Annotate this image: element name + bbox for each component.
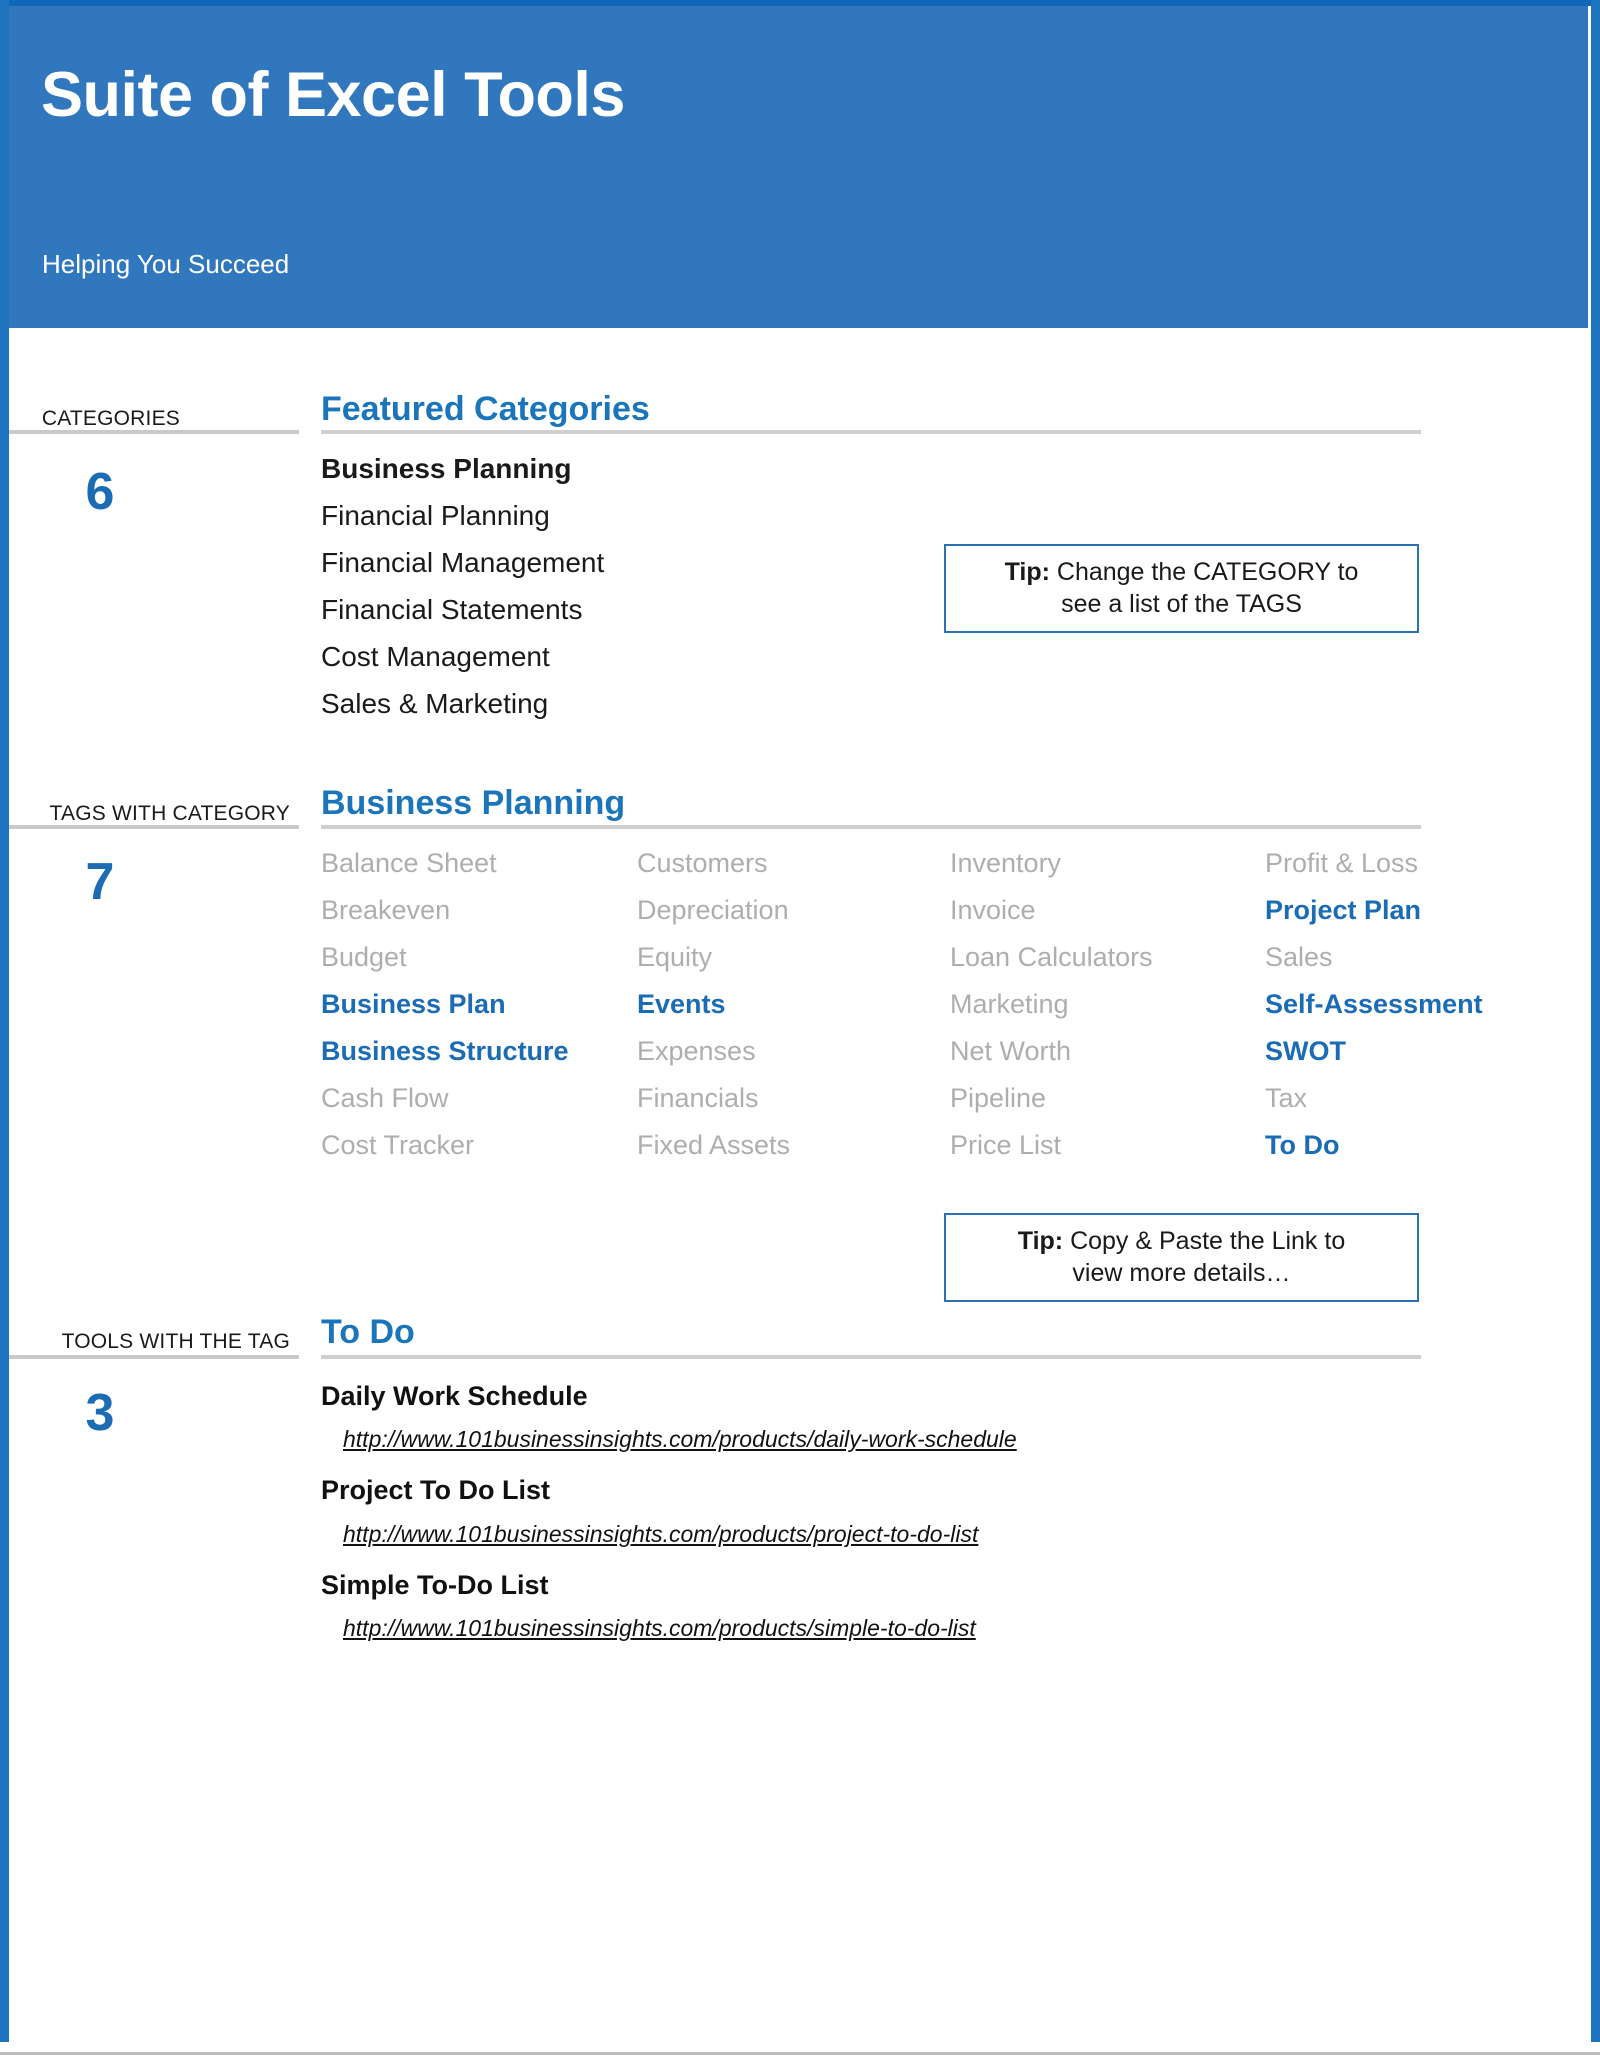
category-item-financial-management[interactable]: Financial Management (321, 547, 605, 578)
tag-depreciation[interactable]: Depreciation (637, 895, 789, 925)
tool-name-daily-work-schedule[interactable]: Daily Work Schedule (321, 1381, 588, 1411)
tag-balance-sheet[interactable]: Balance Sheet (321, 848, 497, 878)
page-border-bottom (0, 2052, 1600, 2055)
tag-financials[interactable]: Financials (637, 1083, 759, 1113)
tag-self-assessment[interactable]: Self-Assessment (1265, 989, 1483, 1019)
tip-link-line-1 (960, 1225, 1403, 1257)
tip-category-line-2: see a list of the TAGS (1061, 590, 1302, 618)
tag-loan-calculators[interactable]: Loan Calculators (950, 942, 1153, 972)
categories-divider-left (9, 430, 299, 434)
tag-fixed-assets[interactable]: Fixed Assets (637, 1130, 791, 1160)
tag-to-do[interactable]: To Do (1265, 1130, 1340, 1160)
tools-divider-right (321, 1355, 1421, 1359)
tag-project-plan[interactable]: Project Plan (1265, 895, 1422, 925)
category-item-cost-management[interactable]: Cost Management (321, 641, 550, 672)
tag-marketing[interactable]: Marketing (950, 989, 1069, 1019)
categories-divider-right (321, 430, 1421, 434)
tag-equity[interactable]: Equity (637, 942, 713, 972)
tag-breakeven[interactable]: Breakeven (321, 895, 451, 925)
tool-url-simple-to-do-list[interactable]: http://www.101businessinsights.com/products/simple-to-do-list (343, 1615, 976, 1641)
tag-customers[interactable]: Customers (637, 848, 768, 878)
page-border-right (1591, 0, 1600, 2042)
tag-profit-loss[interactable]: Profit & Loss (1265, 848, 1419, 878)
category-item-business-planning[interactable]: Business Planning (321, 453, 572, 484)
tip-category-prefix: Tip: (1004, 558, 1050, 586)
categories-count: 6 (85, 463, 115, 521)
tag-net-worth[interactable]: Net Worth (950, 1036, 1072, 1066)
tip-link-text-1: Copy & Paste the Link to (1063, 1227, 1346, 1255)
tags-divider-left (9, 825, 299, 829)
tool-url-daily-work-schedule[interactable]: http://www.101businessinsights.com/products/daily-work-schedule (343, 1426, 1017, 1452)
tag-budget[interactable]: Budget (321, 942, 407, 972)
category-item-financial-planning[interactable]: Financial Planning (321, 500, 550, 531)
tags-side-label: TAGS WITH CATEGORY (49, 802, 290, 825)
tag-cash-flow[interactable]: Cash Flow (321, 1083, 449, 1113)
tag-pipeline[interactable]: Pipeline (950, 1083, 1047, 1113)
tool-url-project-to-do-list[interactable]: http://www.101businessinsights.com/products/project-to-do-list (343, 1521, 979, 1547)
tag-sales[interactable]: Sales (1265, 942, 1333, 972)
tag-price-list[interactable]: Price List (950, 1130, 1062, 1160)
category-item-sales-marketing[interactable]: Sales & Marketing (321, 688, 549, 719)
tag-swot[interactable]: SWOT (1265, 1036, 1346, 1066)
tag-cost-tracker[interactable]: Cost Tracker (321, 1130, 475, 1160)
tip-link-line-2: view more details… (1072, 1259, 1291, 1287)
tool-name-simple-to-do-list[interactable]: Simple To-Do List (321, 1570, 549, 1600)
tip-category-line-1 (960, 556, 1403, 588)
categories-side-label: CATEGORIES (41, 407, 180, 430)
tags-divider-right (321, 825, 1421, 829)
tag-business-structure[interactable]: Business Structure (321, 1036, 569, 1066)
page-subtitle: Helping You Succeed (42, 249, 290, 279)
page-title: Suite of Excel Tools (41, 60, 625, 130)
tags-category-heading: Business Planning (321, 784, 626, 822)
page-border-left (0, 0, 9, 2042)
tool-name-project-to-do-list[interactable]: Project To Do List (321, 1475, 551, 1505)
tools-count: 3 (85, 1384, 115, 1442)
tag-expenses[interactable]: Expenses (637, 1036, 756, 1066)
tags-count: 7 (85, 853, 115, 911)
tools-divider-left (9, 1355, 299, 1359)
tag-inventory[interactable]: Inventory (950, 848, 1062, 878)
category-item-financial-statements[interactable]: Financial Statements (321, 594, 583, 625)
tools-tag-heading: To Do (321, 1313, 415, 1351)
tip-link-prefix: Tip: (1017, 1227, 1064, 1255)
tip-box-category (944, 544, 1419, 633)
tip-category-text-1: Change the CATEGORY to (1049, 558, 1359, 586)
tip-box-link (944, 1213, 1419, 1302)
tools-side-label: TOOLS WITH THE TAG (61, 1330, 290, 1353)
tag-business-plan[interactable]: Business Plan (321, 989, 506, 1019)
tag-events[interactable]: Events (637, 989, 726, 1019)
tag-invoice[interactable]: Invoice (950, 895, 1036, 925)
header-banner (9, 6, 1588, 328)
featured-categories-heading: Featured Categories (321, 390, 650, 428)
tag-tax[interactable]: Tax (1265, 1083, 1308, 1113)
